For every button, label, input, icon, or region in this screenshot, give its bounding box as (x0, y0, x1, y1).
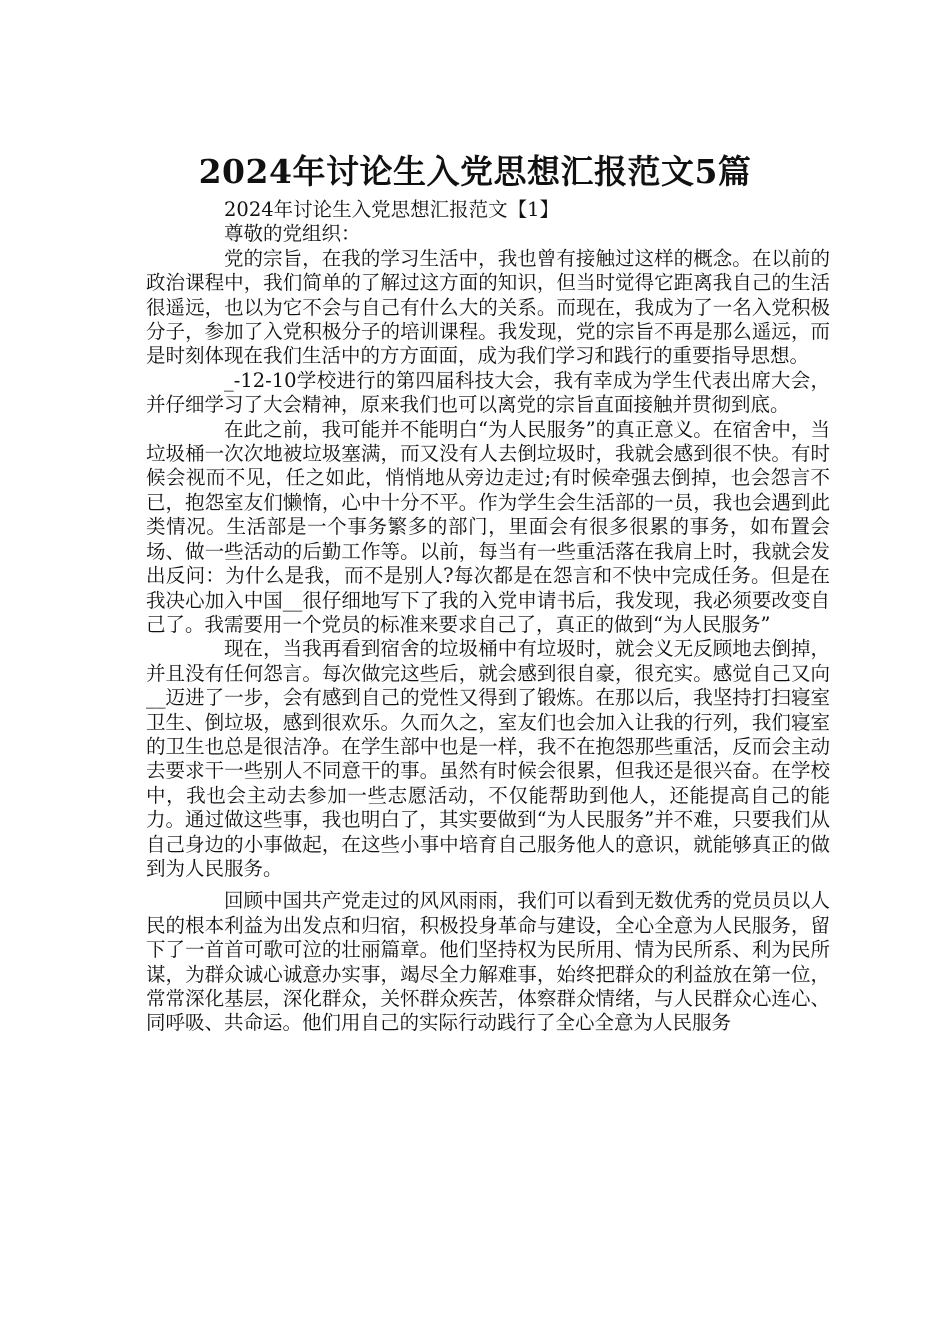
document-body (146, 198, 830, 1036)
paragraph: 回顾中国共产党走过的风风雨雨，我们可以看到无数优秀的党员员以人民的根本利益为出发点和归宿，积极投身革命与建设，全心全意为人民服务，留下了一首首可歌可泣的壮丽篇章。他们坚持权为民所用、情为民所系、利为民所谋，为群众诚心诚意办实事，竭尽全力解难事，始终把群众的利益放在第一位，常常深化基层，深化群众，关怀群众疾苦，体察群众情绪，与人民群众心连心、同呼吸、共命运。他们用自己的实际行动践行了全心全意为人民服务 (146, 889, 830, 1035)
document-title: 2024年讨论生入党思想汇报范文5篇 (198, 152, 752, 192)
paragraph: 在此之前，我可能并不能明白“为人民服务”的真正意义。在宿舍中，当垃圾桶一次次地被垃圾塞满，而又没有人去倒垃圾时，我就会感到很不快。有时候会视而不见，任之如此，悄悄地从旁边走过;有时候牵强去倒掉，也会怨言不已，抱怨室友们懒惰，心中十分不平。作为学生会生活部的一员，我也会遇到此类情况。生活部是一个事务繁多的部门，里面会有很多很累的事务，如布置会场、做一些活动的后勤工作等。以前，每当有一些重活落在我肩上时，我就会发出反问：为什么是我，而不是别人?每次都是在怨言和不快中完成任务。但是在我决心加入中国__很仔细地写下了我的入党申请书后，我发现，我必须要改变自己了。我需要用一个党员的标准来要求自己了，真正的做到“为人民服务” (146, 417, 830, 636)
section-heading: 2024年讨论生入党思想汇报范文【1】 (224, 198, 560, 221)
paragraph: 党的宗旨，在我的学习生活中，我也曾有接触过这样的概念。在以前的政治课程中，我们简单的了解过这方面的知识，但当时觉得它距离我自己的生活很遥远，也以为它不会与自己有什么大的关系。而现在，我成为了一名入党积极分子，参加了入党积极分子的培训课程。我发现，党的宗旨不再是那么遥远，而是时刻体现在我们生活中的方方面面，成为我们学习和践行的重要指导思想。 (146, 246, 830, 368)
paragraph: 现在，当我再看到宿舍的垃圾桶中有垃圾时，就会义无反顾地去倒掉，并且没有任何怨言。每次做完这些后，就会感到很自豪，很充实。感觉自己又向__迈进了一步，会有感到自己的党性又得到了锻炼。在那以后，我坚持打扫寝室卫生、倒垃圾，感到很欢乐。久而久之，室友们也会加入让我的行列，我们寝室的卫生也总是很洁净。在学生部中也是一样，我不在抱怨那些重活，反而会主动去要求干一些别人不同意干的事。虽然有时候会很累，但我还是很兴奋。在学校中，我也会主动去参加一些志愿活动，不仅能帮助到他人，还能提高自己的能力。通过做这些事，我也明白了，其实要做到“为人民服务”并不难，只要我们从自己身边的小事做起，在这些小事中培育自己服务他人的意识，就能够真正的做到为人民服务。 (146, 637, 830, 880)
salutation: 尊敬的党组织： (224, 222, 361, 246)
paragraph: _-12-10学校进行的第四届科技大会，我有幸成为学生代表出席大会，并仔细学习了大会精神，原来我们也可以离党的宗旨直面接触并贯彻到底。 (146, 368, 830, 417)
